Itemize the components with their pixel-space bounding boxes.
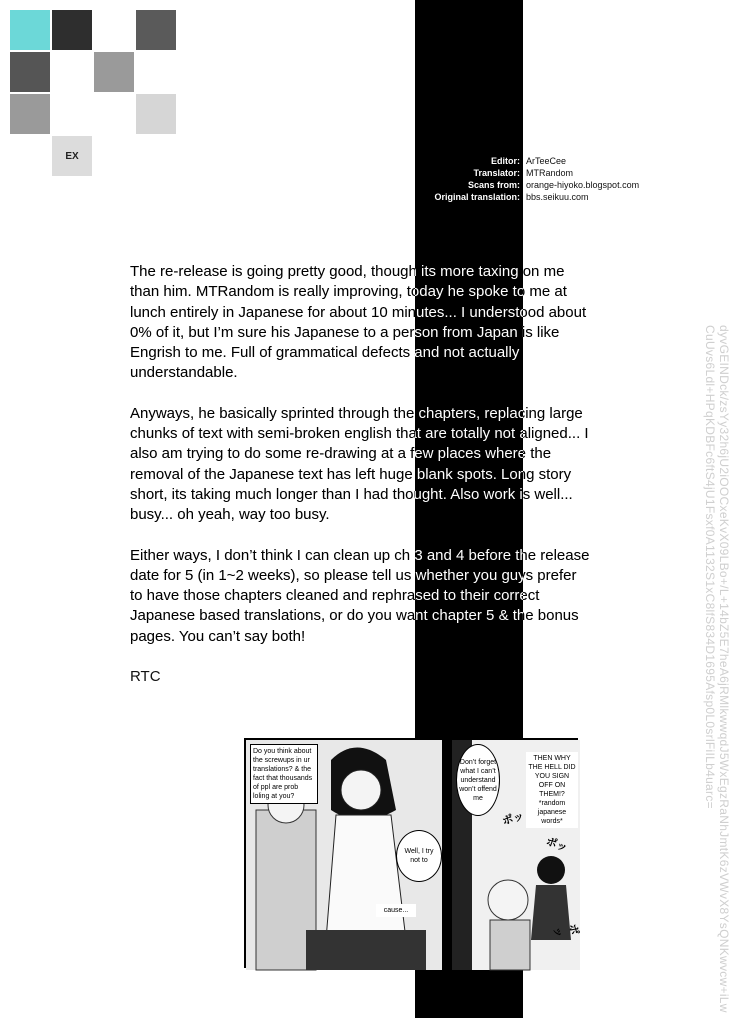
signature: RTC — [130, 668, 161, 686]
speech-bubble-cause: cause... — [376, 904, 416, 917]
credit-label: Scans from: — [467, 180, 520, 190]
credit-value: bbs.seikuu.com — [526, 192, 589, 202]
girl-face — [341, 770, 381, 810]
credit-value: orange-hiyoko.blogspot.com — [526, 180, 640, 190]
small-boy-body — [490, 920, 530, 970]
credit-label: Translator: — [473, 168, 520, 178]
credit-value: MTRandom — [526, 168, 574, 178]
credits-block — [360, 155, 660, 203]
speech-bubble-screwups: Do you think about the screwups in ur translations? & the fact that thousands of ppl are prob loling at you? — [250, 744, 318, 804]
notes-paragraph-2: Anyways, he basically sprinted through the chapters, replacing large chunks of text with semi-broken english that are totally not aligned... I also am trying to do some re-drawing at a few places where the removal of the Japanese text has left huge blank spots. Long story short, its taking much longer than I had thought. Also work is well... busy... oh yeah, way too busy. — [130, 404, 589, 524]
credit-row-scans — [360, 179, 660, 191]
sfx-po-1: ポッ — [501, 810, 526, 828]
speech-bubble-dont-forget: Don’t forget what I can’t understand won’t offend me — [456, 744, 500, 816]
corner-square-mid — [94, 52, 134, 92]
credit-row-translator — [360, 167, 660, 179]
corner-square-black — [52, 10, 92, 50]
sfx-po-2: ポッ — [544, 835, 570, 855]
corner-square-dark-2 — [10, 52, 50, 92]
corner-square-dark — [136, 10, 176, 50]
ex-label: EX — [52, 136, 92, 176]
credit-label: Original translation: — [434, 192, 520, 202]
credit-row-original — [360, 191, 660, 203]
panel-gutter — [442, 740, 452, 970]
credit-row-editor — [360, 155, 660, 167]
manga-panel — [244, 738, 581, 968]
notes-paragraph-1: The re-release is going pretty good, though its more taxing on me than him. MTRandom is really improving, today he spoke to me at lunch entirely in Japanese for about 10 minutes... I understood about 0% of it, but I’m sure his Japanese to a person from Japan is like Engrish to me. Full of grammatical defects and not actually understandable. — [130, 263, 587, 382]
corner-square-cyan — [10, 10, 50, 50]
corner-square-light — [136, 94, 176, 134]
sfx-po-3: ポッ — [550, 922, 581, 939]
notes-paragraph-3: Either ways, I don’t think I can clean up ch 3 and 4 before the release date for 5 (in 1~2 weeks), so please tell us whether you guys prefer to have those chapters cleaned and rephrased to their correct Japanese based translations, or do you want chapter 5 & the bonus pages. You can’t say both! — [130, 546, 590, 645]
desk — [306, 930, 426, 970]
release-notes — [130, 262, 590, 707]
credit-value: ArTeeCee — [526, 156, 567, 166]
small-boy-head — [488, 880, 528, 920]
speech-bubble-try: Well, I try not to — [396, 830, 442, 882]
speech-bubble-then-why: THEN WHY THE HELL DID YOU SIGN OFF ON THEM!? *random japanese words* — [526, 752, 578, 828]
vertical-encoded-text: dyvGEINDck/zsYy32h6jU2iOOCxeKvX09LBo+/L+14bZ5E7heA6jRMlkwwqdJ5WxEgzRaNhJmtK6zVWvX8YsQNKwvcw+iLwCuUvs6Ldl+HPqKDBFc6ftS4jU1Fsxf0A1132S1xC8lfS834D1695Afsp0L0srlFiILb4uarc= — [703, 325, 731, 1013]
corner-square-mid-2 — [10, 94, 50, 134]
credit-label: Editor: — [491, 156, 520, 166]
chibi-girl-hair — [537, 856, 565, 884]
